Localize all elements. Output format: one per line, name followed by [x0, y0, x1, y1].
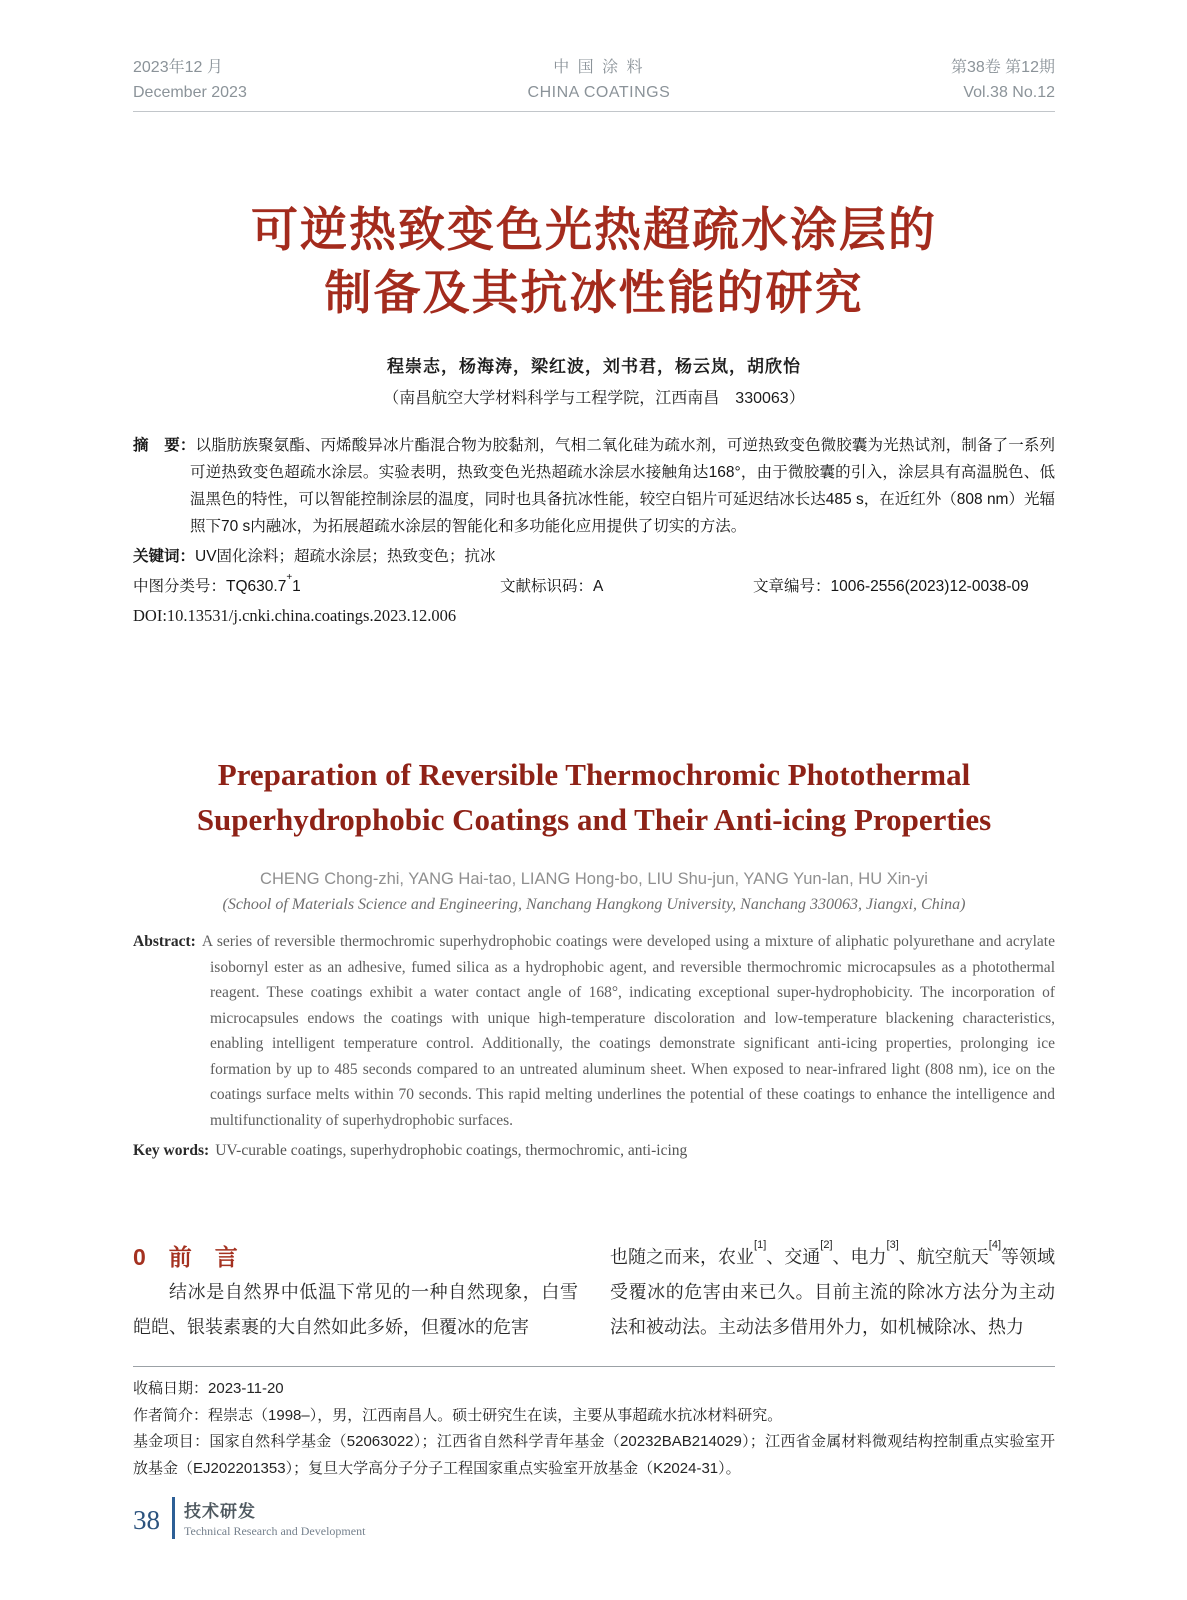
fund-project-line: [133, 1429, 1055, 1482]
volume-issue: [951, 55, 1055, 105]
abstract-en-text: A series of reversible thermochromic superhydrophobic coatings were developed using a mixture of aliphatic polyurethane and acrylate isobornyl ester as an adhesive, fumed silica as a hydrophobic agent, and reversible thermochromic microcapsules as a photothermal reagent. These coatings exhibit a water contact angle of 168°, indicating exceptional super-hydrophobicity. The incorporation of microcapsules endows the coatings with unique high-temperature discoloration and low-temperature blackening characteristics, enabling intelligent temperature control. Additionally, the coatings demonstrate significant anti-icing properties, prolonging ice formation by up to 485 seconds compared to an untreated aluminum sheet. When exposed to near-infrared light (808 nm), ice on the coatings surface melts within 70 seconds. This rapid melting underlines the potential of these coatings to enhance the intelligence and multifunctionality of superhydrophobic surfaces.: [201, 933, 1055, 1129]
fund-project-value: 国家自然科学基金（52063022）；江西省自然科学青年基金（20232BAB214029）；江西省金属材料微观结构控制重点实验室开放基金（EJ202201353）；复旦大学高分子分子工程国家重点实验室开放基金（K2024-31）。: [133, 1433, 1055, 1477]
received-date-label: 收稿日期：: [133, 1380, 209, 1397]
issue-date-en: December 2023: [133, 84, 247, 101]
authors-en: CHENG Chong-zhi, YANG Hai-tao, LIANG Hong-bo, LIU Shu-jun, YANG Yun-lan, HU Xin-yi: [260, 870, 928, 888]
keywords-zh: [133, 543, 1055, 570]
article-title-zh-line2: 制备及其抗冰性能的研究: [324, 266, 864, 319]
affiliation-en: (School of Materials Science and Engineering, Nanchang Hangkong University, Nanchang 330063, Jiangxi, China): [222, 896, 966, 913]
citation-ref-3: [3]: [886, 1239, 899, 1251]
document-code: [500, 573, 603, 600]
keywords-en-text: UV-curable coatings, superhydrophobic coatings, thermochromic, anti-icing: [215, 1142, 688, 1159]
abstract-zh-text: 以脂肪族聚氨酯、丙烯酸异冰片酯混合物为胶黏剂，气相二氧化硅为疏水剂，可逆热致变色微胶囊为光热试剂，制备了一系列可逆热致变色超疏水涂层。实验表明，热致变色光热超疏水涂层水接触角达168°，由于微胶囊的引入，涂层具有高温脱色、低温黑色的特性，可以智能控制涂层的温度，同时也具备抗冰性能，较空白铝片可延迟结冰长达485 s，在近红外（808 nm）光辐照下70 s内融冰，为拓展超疏水涂层的智能化和多功能化应用提供了切实的方法。: [190, 437, 1055, 535]
abstract-en-label: Abstract:: [133, 933, 196, 950]
clc-tail: 1: [292, 578, 301, 595]
clc-number: [133, 573, 301, 600]
received-date-value: 2023-11-20: [208, 1380, 284, 1397]
intro-column-right: [610, 1240, 1055, 1345]
keywords-en: [133, 1138, 1055, 1164]
page-footer: [133, 1497, 1055, 1539]
author-bio-line: [133, 1403, 1055, 1430]
article-id: [753, 573, 1029, 600]
journal-name: [528, 55, 671, 105]
clc-base: TQ630.7: [226, 578, 287, 595]
intro-text-segment: 、航空航天: [898, 1247, 989, 1267]
article-title-en: [133, 752, 1055, 842]
intro-text-segment: 也随之而来，农业: [610, 1247, 755, 1267]
intro-text-segment: 、电力: [832, 1247, 887, 1267]
section-heading-intro: 0 前 言: [133, 1244, 238, 1270]
issue-date-zh: 2023年12 月: [133, 59, 223, 76]
classification-row: [133, 573, 1055, 600]
intro-paragraph-left: 结冰是自然界中低温下常见的一种自然现象，白雪皑皑、银装素裹的大自然如此多娇，但覆冰的危害: [133, 1282, 578, 1337]
citation-ref-1: [1]: [754, 1239, 767, 1251]
affiliation-zh: （南昌航空大学材料科学与工程学院，江西南昌 330063）: [383, 390, 805, 407]
abstract-zh: [133, 432, 1055, 540]
keywords-zh-label: 关键词：: [133, 548, 196, 565]
footer-divider-bar: [172, 1497, 175, 1539]
journal-name-zh: 中 国 涂 料: [553, 59, 645, 76]
article-id-label: 文章编号：: [753, 578, 831, 595]
received-date-line: [133, 1376, 1055, 1403]
issue-date: [133, 55, 247, 105]
document-code-label: 文献标识码：: [500, 578, 594, 595]
intro-column-left: [133, 1240, 578, 1345]
volume-issue-zh: 第38卷 第12期: [950, 59, 1055, 76]
author-bio-label: 作者简介：: [133, 1406, 209, 1424]
page-number: 38: [133, 1505, 160, 1535]
keywords-zh-text: UV固化涂料；超疏水涂层；热致变色；抗冰: [195, 548, 496, 565]
article-title-zh: [133, 198, 1055, 324]
fund-project-label: 基金项目：: [133, 1433, 210, 1450]
clc-label: 中图分类号：: [133, 578, 227, 595]
keywords-en-label: Key words:: [133, 1142, 210, 1159]
intro-text-segment: 、交通: [766, 1247, 821, 1267]
author-bio-value: 程崇志（1998–），男，江西南昌人。硕士研究生在读，主要从事超疏水抗冰材料研究。: [208, 1406, 783, 1424]
footnote-block: [133, 1366, 1055, 1482]
column-title: [184, 1497, 365, 1539]
abstract-zh-label: 摘 要：: [133, 437, 196, 454]
article-id-value: 1006-2556(2023)12-0038-09: [830, 578, 1029, 595]
clc-superscript: +: [286, 572, 293, 583]
article-title-en-line1: Preparation of Reversible Thermochromic Photothermal: [217, 757, 971, 792]
intro-paragraph-right: [610, 1240, 1055, 1345]
intro-text-segment: 等领域受覆冰的危害由来已久。目前主流的除冰方法分为主动法和被动法。主动法多借用外力，如机械除冰、热力: [610, 1247, 1056, 1337]
journal-running-head: [133, 55, 1055, 112]
journal-name-en: CHINA COATINGS: [527, 84, 671, 101]
authors-zh: 程崇志，杨海涛，梁红波，刘书君，杨云岚，胡欣怡: [387, 357, 801, 376]
citation-ref-2: [2]: [820, 1239, 833, 1251]
doi: DOI:10.13531/j.cnki.china.coatings.2023.12.006: [133, 606, 457, 625]
article-title-zh-line1: 可逆热致变色光热超疏水涂层的: [251, 203, 937, 256]
column-title-zh: 技术研发: [184, 1502, 256, 1521]
introduction-section: [133, 1240, 1055, 1345]
article-title-en-line2: Superhydrophobic Coatings and Their Anti-icing Properties: [196, 802, 992, 837]
citation-ref-4: [4]: [988, 1239, 1002, 1251]
column-title-en: Technical Research and Development: [184, 1524, 366, 1538]
document-code-value: A: [593, 578, 604, 595]
volume-issue-en: Vol.38 No.12: [963, 84, 1055, 101]
abstract-en: [133, 929, 1055, 1133]
